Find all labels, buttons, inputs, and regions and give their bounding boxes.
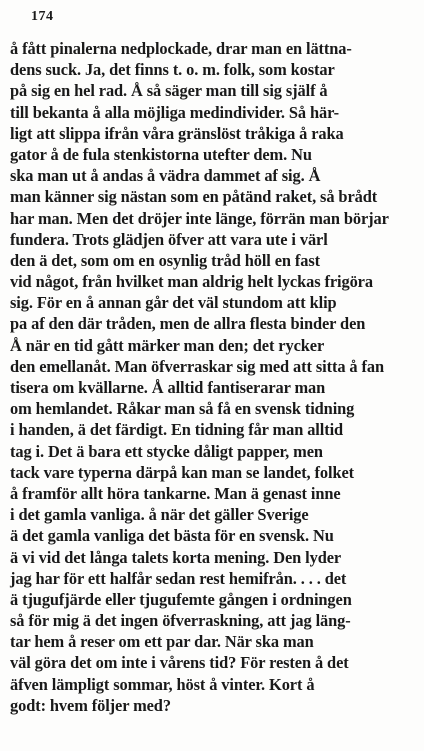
text-line: väl göra det om inte i vårens tid? För resten å det	[10, 653, 349, 673]
text-line: ä vi vid det långa talets korta mening. Den lyder	[10, 547, 342, 567]
text-line: tar hem å reser om ett par dar. När ska man	[10, 632, 314, 652]
text-line: ä det gamla vanliga det bästa för en svensk. Nu	[10, 526, 334, 546]
body-text	[10, 38, 424, 716]
text-line: å framför allt höra tankarne. Man ä genast inne	[10, 483, 341, 503]
text-line: å fått pinalerna nedplockade, drar man en lättna-	[10, 39, 352, 58]
text-line: i det gamla vanliga. å när det gäller Sverige	[10, 505, 309, 525]
text-line: tack vare typerna därpå kan man se landet, folket	[10, 462, 355, 482]
text-line: godt: hvem följer med?	[10, 695, 171, 715]
text-line: på sig en hel rad. Å så säger man till sig själf å	[10, 81, 328, 101]
text-line: den emellanåt. Man öfverraskar sig med att sitta å fan	[10, 356, 384, 376]
text-line: pa af den där tråden, men de allra flesta binder den	[10, 314, 366, 334]
text-line: dens suck. Ja, det finns t. o. m. folk, som kostar	[10, 60, 335, 80]
text-line: jag har för ett halfår sedan rest hemifrån. . . . det	[10, 568, 347, 588]
text-line: sig. För en å annan går det väl stundom att klip	[10, 293, 337, 313]
text-line: ligt att slippa ifrån våra gränslöst tråkiga å raka	[10, 123, 344, 143]
text-line: vid något, från hvilket man aldrig helt lyckas frigöra	[10, 272, 373, 292]
text-line: om hemlandet. Råkar man så få en svensk tidning	[10, 399, 355, 419]
text-line: ä tjugufjärde eller tjugufemte gången i ordningen	[10, 589, 352, 609]
text-line: i handen, ä det färdigt. En tidning får man alltid	[10, 420, 344, 440]
text-line: tag i. Det ä bara ett stycke dåligt papper, men	[10, 441, 323, 461]
text-line: fundera. Trots glädjen öfver att vara ute i värl	[10, 229, 328, 249]
text-line: till bekanta å alla möjliga medindivider. Så här-	[10, 102, 340, 122]
text-line: Å när en tid gått märker man den; det rycker	[10, 335, 325, 355]
text-line: man känner sig nästan som en påtänd raket, så brådt	[10, 187, 378, 207]
text-line: har man. Men det dröjer inte länge, förrän man börjar	[10, 208, 389, 228]
text-line: äfven lämpligt sommar, höst å vinter. Kort å	[10, 674, 315, 694]
text-line: den ä det, som om en osynlig tråd höll en fast	[10, 250, 321, 270]
text-line: så för mig ä det ingen öfverraskning, att jag läng-	[10, 611, 351, 631]
text-line: gator å de fula stenkistorna utefter dem. Nu	[10, 144, 312, 164]
text-line: ska man ut å andas å vädra dammet af sig. Å	[10, 166, 321, 186]
text-line: tisera om kvällarne. Å alltid fantiserarar man	[10, 378, 326, 397]
page-number: 174	[31, 9, 54, 24]
